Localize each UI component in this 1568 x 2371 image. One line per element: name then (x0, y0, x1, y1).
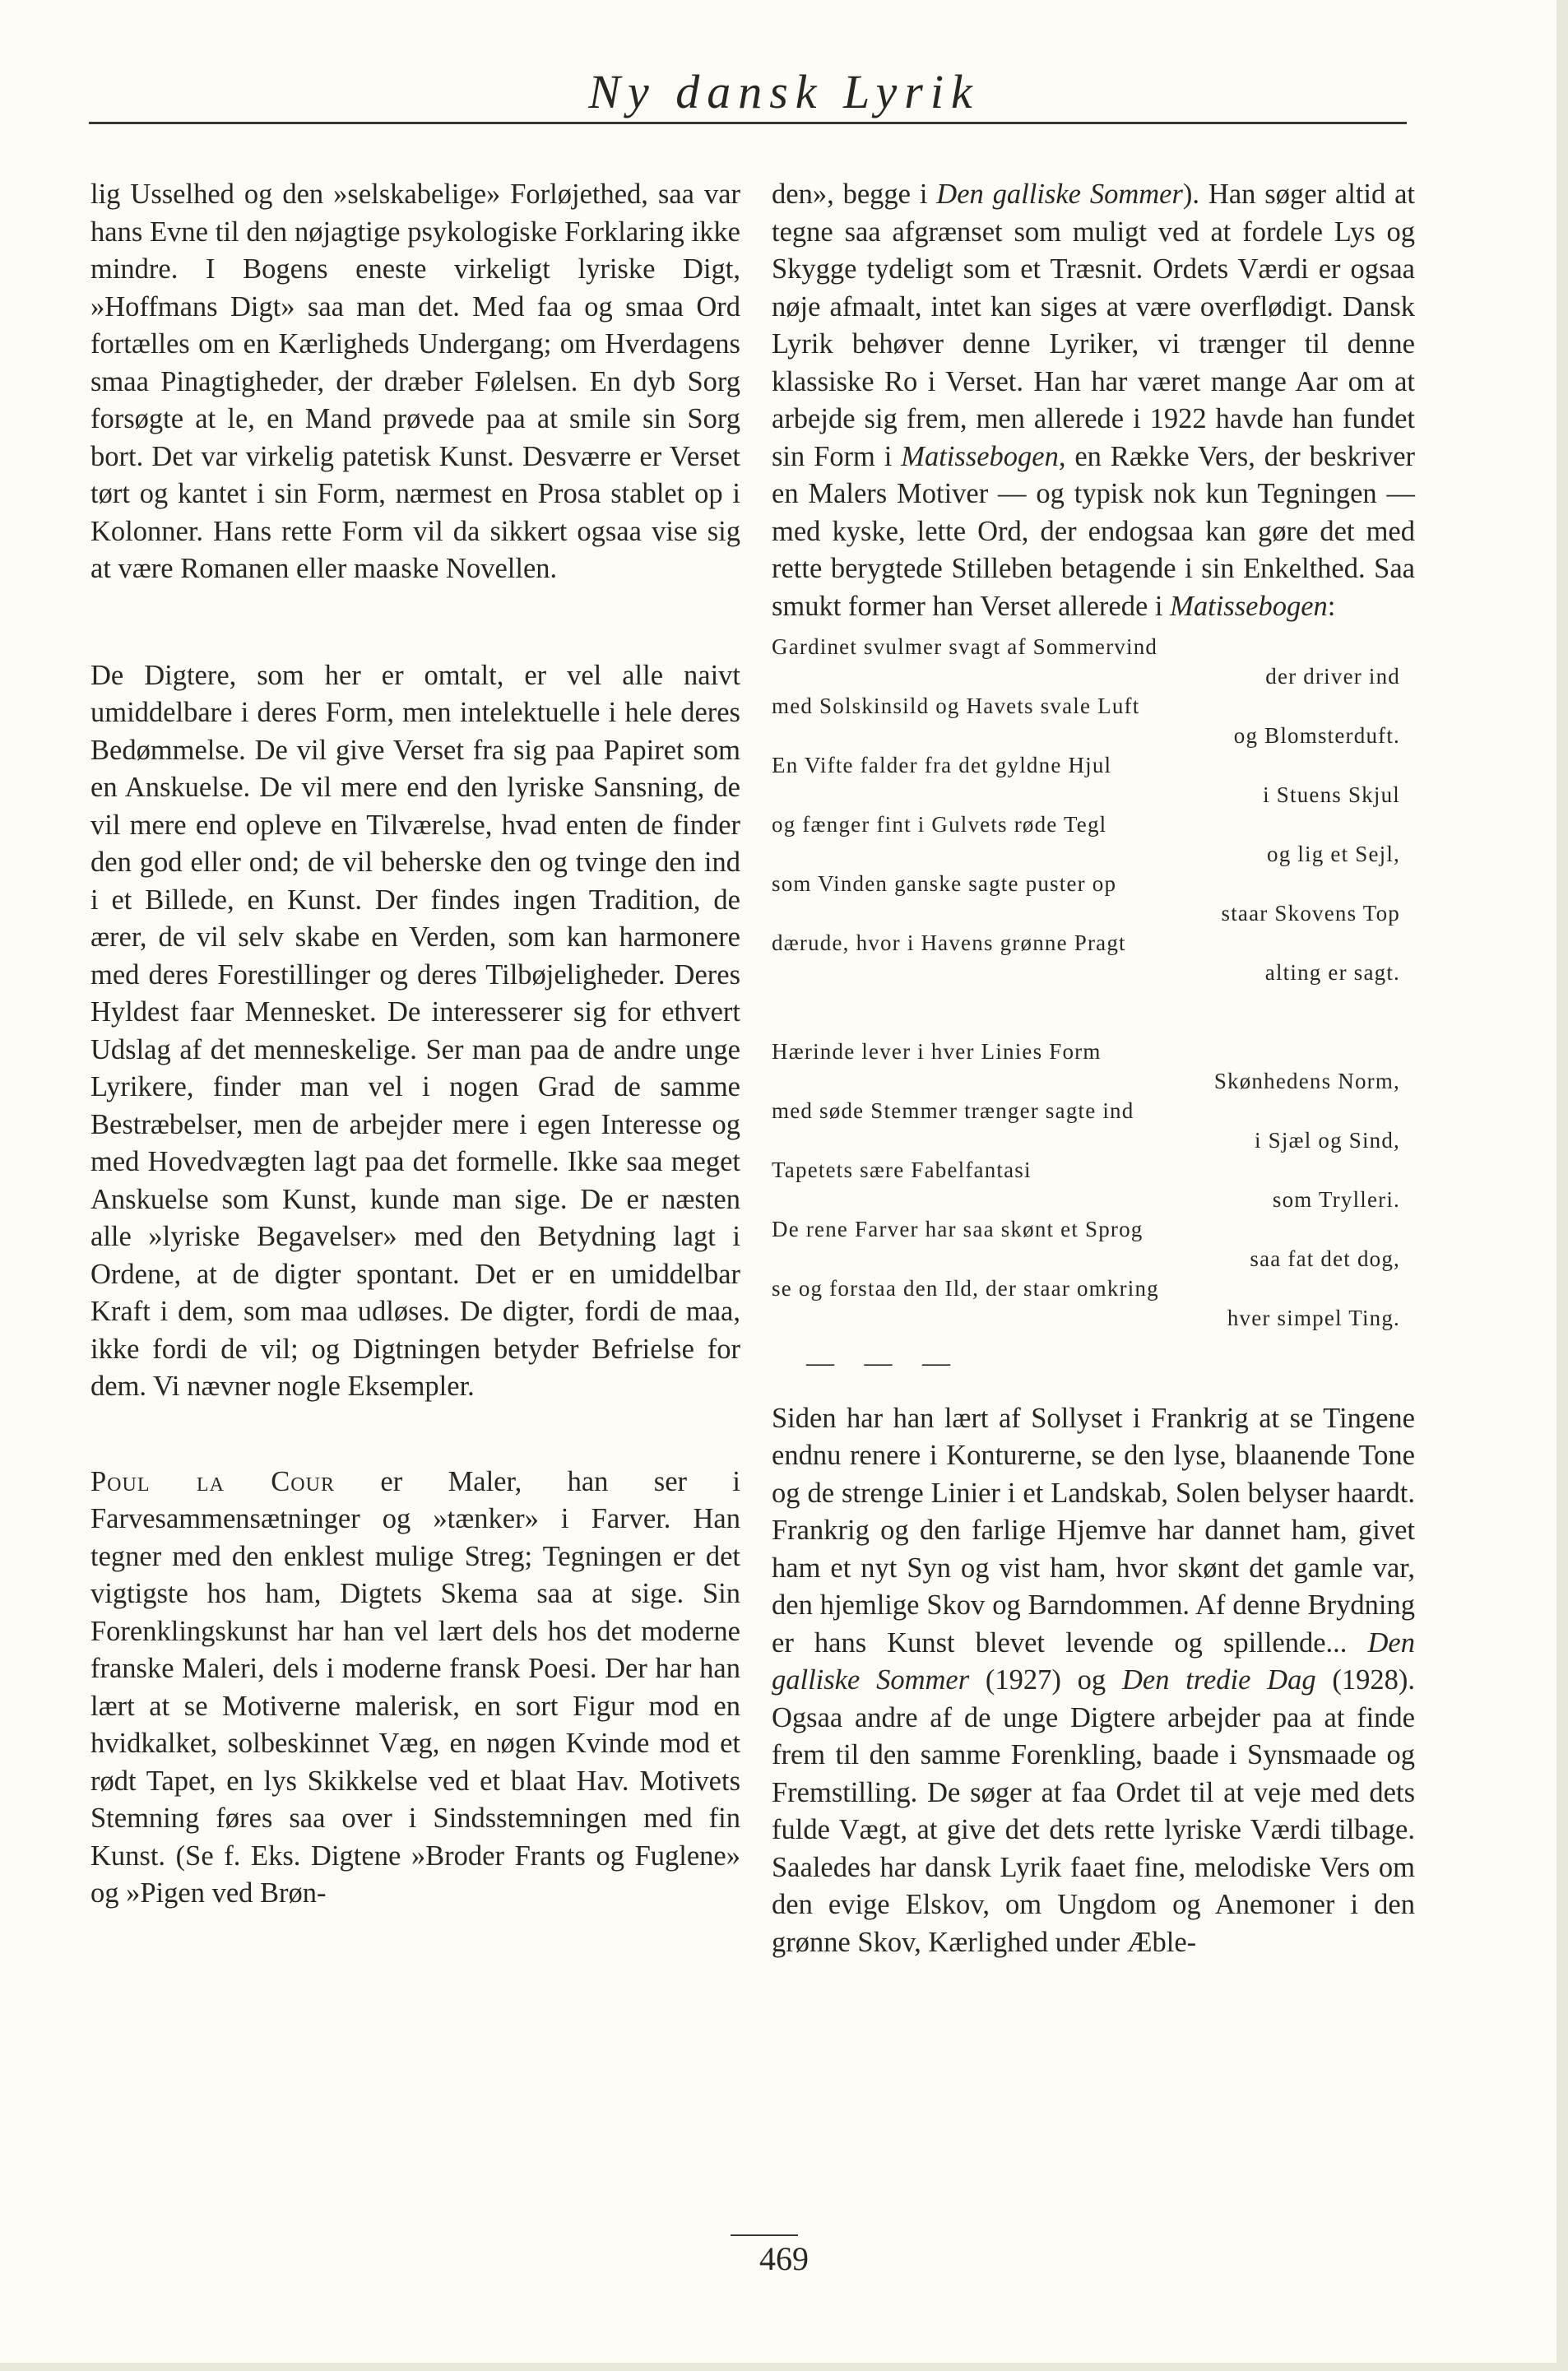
poem-line: alting er sagt. (1264, 960, 1400, 985)
text-run: den», begge i (772, 179, 937, 210)
left-paragraph-3 (90, 1464, 740, 1913)
poem-line: i Stuens Skjul (1263, 782, 1400, 807)
text-run: en Række Vers, der beskriver en Malers Motiver — og typisk nok kun Tegningen — med kyske, lette Ord, der endogsaa kan gøre det med rette berygtede Stilleben betagende i sin Enkelthed. Saa smukt former han Verset allerede i (772, 440, 1415, 622)
poem-line: Tapetets sære Fabelfantasi (772, 1158, 1032, 1182)
poem-line: Skønhedens Norm, (1213, 1069, 1400, 1093)
page-number: 469 (759, 2240, 809, 2277)
left-paragraph-1: lig Usselhed og den »selskabelige» Forløjethed, saa var hans Evne til den nøjagtige psykologiske Forklaring ikke mindre. I Bogens eneste virkeligt lyriske Digt, »Hoffmans Digt» saa man det. Med faa og smaa Ord fortælles om en Kærligheds Undergang; om Hverdagens smaa Pinagtigheder, der dræber Følelsen. En dyb Sorg forsøgte at le, en Mand prøvede paa at smile sin Sorg bort. Det var virkelig patetisk Kunst. Desværre er Verset tørt og kantet i sin Form, nærmest en Prosa stablet op i Kolonner. Hans rette Form vil da sikkert ogsaa vise sig at være Romanen eller maaske Novellen. (90, 179, 740, 584)
poem-line: og lig et Sejl, (1267, 842, 1400, 866)
text-run: (1928). Ogsaa andre af de unge Digtere arbejder paa at finde frem til den samme Forenkling, baade i Synsmaade og Fremstilling. De søger at faa Ordet til at veje med dets fulde Vægt, at give det dets rette lyriske Værdi tilbage. Saaledes har dansk Lyrik faaet fine, melodiske Vers om den evige Elskov, om Ungdom og Anemoner i den grønne Skov, Kærlighed under Æble- (772, 1664, 1415, 1958)
poem-line: i Sjæl og Sind, (1254, 1128, 1400, 1153)
text-run: : (1327, 590, 1336, 622)
poem-quote (772, 632, 1415, 1333)
book-title: Den galliske Sommer (772, 1626, 1415, 1696)
poem-line: og fænger fint i Gulvets røde Tegl (772, 812, 1107, 837)
right-paragraph-2 (772, 1400, 1415, 1962)
text-run: ). Han søger altid at tegne saa afgrænset som muligt ved at fordele Lys og Skygge tydeligt som et Træsnit. Ordets Værdi er ogsaa nøje afmaalt, intet kan siges at være overflødigt. Dansk Lyrik behøver denne Lyriker, vi trænger til denne klassiske Ro i Verset. Han har været mange Aar om at arbejde sig frem, men allerede i 1922 havde han fundet sin Form i (772, 179, 1415, 472)
right-paragraph-1 (772, 176, 1415, 625)
book-title: Den tredie Dag (1121, 1664, 1316, 1696)
poem-line: der driver ind (1265, 664, 1400, 689)
paper-edge (1556, 0, 1568, 2371)
author-name: Poul la Cour (90, 1465, 335, 1497)
text-run: Siden har han lært af Sollyset i Frankrig at se Tingene endnu renere i Konturerne, se den lyse, blaanende Tone og de strenge Linier i et Landskab, Solen belyser haardt. Frankrig og den farlige Hjemve har dannet ham, givet ham et nyt Syn og vist ham, hvor skønt det gamle var, den hjemlige Skov og Barndommen. Af denne Brydning er hans Kunst blevet levende og spillende... (772, 1402, 1415, 1659)
paper-edge (0, 2363, 1568, 2371)
poem-line: med Solskinsild og Havets svale Luft (772, 694, 1140, 718)
poem-line: hver simpel Ting. (1227, 1306, 1400, 1330)
poem-line: med søde Stemmer trænger sagte ind (772, 1098, 1134, 1123)
book-title: Matissebogen, (901, 440, 1066, 472)
poem-line: og Blomsterduft. (1233, 723, 1400, 748)
poem-line: Hærinde lever i hver Linies Form (772, 1039, 1102, 1064)
left-column (90, 176, 740, 1913)
header-rule (89, 122, 1407, 124)
poem-line: De rene Farver har saa skønt et Sprog (772, 1217, 1144, 1241)
book-title: Matissebogen (1170, 590, 1328, 622)
poem-line: som Vinden ganske sagte puster op (772, 871, 1117, 896)
running-header-title: Ny dansk Lyrik (588, 65, 980, 118)
text-run: (1927) og (969, 1664, 1122, 1696)
left-paragraph-3-text: er Maler, han ser i Farvesammensætninger og »tænker» i Farver. Han tegner med den enklest mulige Streg; Tegningen er det vigtigste hos ham, Digtets Skema saa at sige. Sin Forenklingskunst har han vel lært dels hos det moderne franske Maleri, dels i moderne fransk Poesi. Der har han lært at se Motiverne malerisk, en sort Figur mod en hvidkalket, solbeskinnet Væg, en nøgen Kvinde mod et rødt Tapet, en lys Skikkelse ved et blaat Hav. Motivets Stemning føres saa over i Sindsstemningen med fin Kunst. (Se f. Eks. Digtene »Broder Frants og Fuglene» og »Pigen ved Brøn- (90, 1465, 741, 1909)
poem-line: Gardinet svulmer svagt af Sommervind (772, 634, 1158, 659)
poem-line: se og forstaa den Ild, der staar omkring (772, 1276, 1159, 1301)
right-column (772, 176, 1415, 1961)
poem-line: som Trylleri. (1272, 1187, 1400, 1212)
poem-line: staar Skovens Top (1221, 901, 1400, 926)
section-dashes: — — — (806, 1348, 962, 1378)
book-title: Den galliske Sommer (936, 179, 1183, 210)
poem-line: saa fat det dog, (1250, 1246, 1400, 1271)
left-paragraph-2: De Digtere, som her er omtalt, er vel alle naivt umiddelbare i deres Form, men intelektuelle i hele deres Bedømmelse. De vil give Verset fra sig paa Papiret som en Anskuelse. De vil mere end den lyriske Sansning, de vil mere end opleve en Tilværelse, hvad enten de finder den god eller ond; de vil beherske den og tvinge den ind i et Billede, en Kunst. Der findes ingen Tradition, de ærer, de vil selv skabe en Verden, som kan harmonere med deres Forestillinger og deres Tilbøjeligheder. Deres Hyldest faar Mennesket. De interesserer sig for ethvert Udslag af det menneskelige. Ser man paa de andre unge Lyrikere, finder man vel i nogen Grad de samme Bestræbelser, men de arbejder mere i egen Interesse og med Hovedvægten lagt paa det formelle. Ikke saa meget Anskuelse som Kunst, kunde man sige. De er næsten alle »lyriske Begavelser» med den Betydning lagt i Ordene, at de digter spontant. Det er en umiddelbar Kraft i dem, som maa udløses. De digter, fordi de maa, ikke fordi de vil; og Digtningen betyder Befrielse for dem. Vi nævner nogle Eksempler. (90, 659, 740, 1402)
folio-rule (731, 2234, 798, 2236)
poem-line: dærude, hvor i Havens grønne Pragt (772, 930, 1126, 955)
poem-line: En Vifte falder fra det gyldne Hjul (772, 753, 1112, 777)
